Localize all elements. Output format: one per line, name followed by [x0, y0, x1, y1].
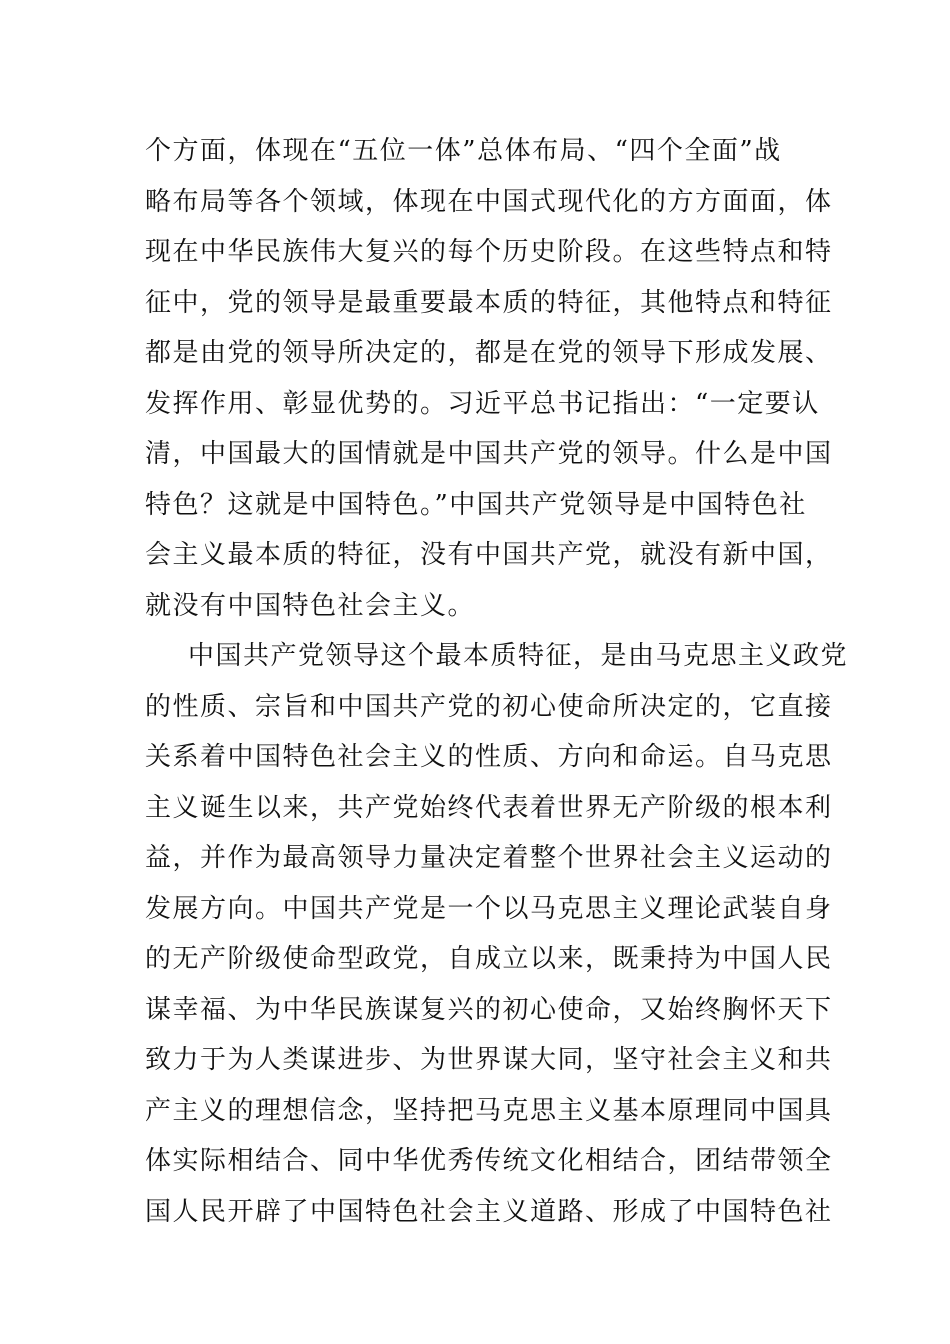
text-line-first-indented: 中国共产党领导这个最本质特征，是由马克思主义政党 [188, 641, 849, 671]
text-line: 现在中华民族伟大复兴的每个历史阶段。在这些特点和特 [145, 237, 833, 267]
text-line: 的性质、宗旨和中国共产党的初心使命所决定的，它直接 [145, 691, 833, 722]
text-line: 国人民开辟了中国特色社会主义道路、形成了中国特色社 [145, 1196, 833, 1227]
text-line: 清，中国最大的国情就是中国共产党的领导。什么是中国 [145, 439, 833, 469]
text-line: 关系着中国特色社会主义的性质、方向和命运。自马克思 [145, 742, 833, 772]
text-line: 益，并作为最高领导力量决定着整个世界社会主义运动的 [145, 843, 833, 873]
paragraph-1 [145, 126, 833, 631]
text-line: 发挥作用、彰显优势的。习近平总书记指出：“一定要认 [145, 388, 820, 419]
body-text [145, 126, 849, 1237]
text-line: 会主义最本质的特征，没有中国共产党，就没有新中国， [145, 540, 833, 570]
text-line: 致力于为人类谋进步、为世界谋大同，坚守社会主义和共 [145, 1045, 833, 1075]
text-line: 主义诞生以来，共产党始终代表着世界无产阶级的根本利 [145, 792, 833, 823]
paragraph-2 [145, 631, 849, 1237]
text-line: 就没有中国特色社会主义。 [145, 590, 476, 621]
text-line: 谋幸福、为中华民族谋复兴的初心使命，又始终胸怀天下 [145, 994, 833, 1025]
text-line: 特色？这就是中国特色。”中国共产党领导是中国特色社 [145, 489, 807, 520]
text-line: 发展方向。中国共产党是一个以马克思主义理论武装自身 [145, 893, 833, 924]
text-line: 个方面，体现在“五位一体”总体布局、“四个全面”战 [145, 136, 782, 166]
text-line: 产主义的理想信念，坚持把马克思主义基本原理同中国具 [145, 1095, 833, 1126]
text-line: 略布局等各个领域，体现在中国式现代化的方方面面，体 [145, 186, 833, 217]
text-line: 体实际相结合、同中华优秀传统文化相结合，团结带领全 [145, 1146, 833, 1176]
text-line: 的无产阶级使命型政党，自成立以来，既秉持为中国人民 [145, 944, 833, 974]
text-line: 都是由党的领导所决定的，都是在党的领导下形成发展、 [145, 338, 833, 368]
text-line: 征中，党的领导是最重要最本质的特征，其他特点和特征 [145, 287, 833, 318]
